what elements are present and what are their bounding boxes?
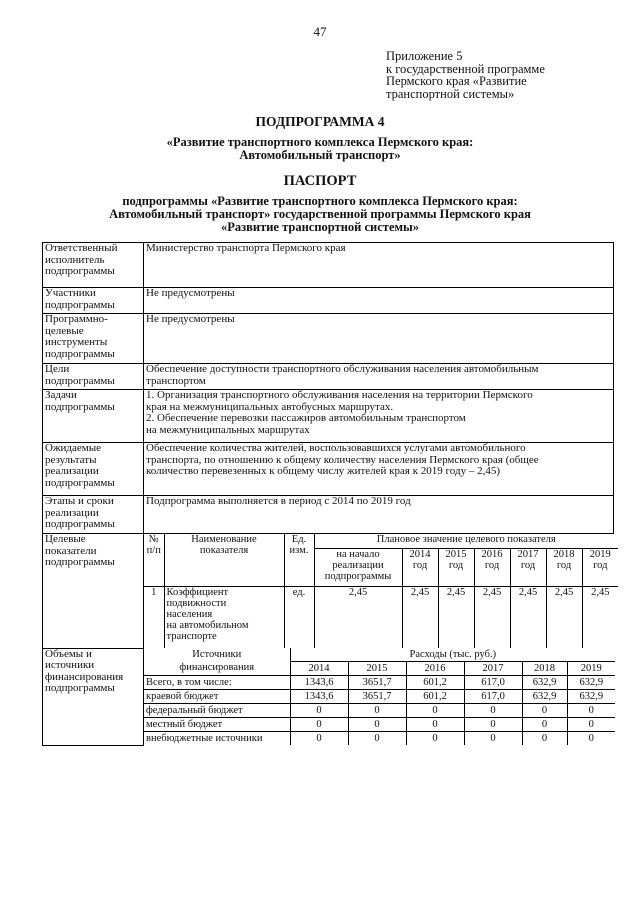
funding-source: внебюджетные источники: [144, 732, 290, 746]
row-value: 1. Организация транспортного обслуживания населения на территории Пермского края на межмуниципальных автобусных маршрутах. 2. Обеспечение перевозки пассажиров автомобильным транспортом на межмуниципальных маршрутах: [144, 390, 614, 443]
head-unit: Ед. изм.: [284, 534, 314, 586]
row-label: Ответственный исполнитель подпрограммы: [43, 243, 144, 288]
head-name: Наименование показателя: [164, 534, 284, 586]
row-label: Целевые показатели подпрограммы: [43, 534, 144, 649]
subtitle-line: «Развитие транспортного комплекса Пермского края:: [166, 135, 474, 149]
row-instruments: [43, 314, 614, 364]
funding-value: 0: [522, 732, 567, 746]
funding-cell: [144, 648, 614, 745]
target-value: 2,45: [402, 586, 438, 648]
row-stages: [43, 496, 614, 534]
subprogram-subtitle: [0, 136, 640, 162]
passport-subtitle-line: Автомобильный транспорт» государственной программы Пермского края: [109, 207, 531, 221]
funding-source: Всего, в том числе:: [144, 676, 290, 690]
annex-line: к государственной программе: [386, 61, 545, 76]
page-number: 47: [313, 24, 327, 39]
funding-value: 632,9: [522, 676, 567, 690]
subprogram-title: ПОДПРОГРАММА 4: [255, 114, 385, 129]
funding-value: 0: [567, 732, 615, 746]
funding-row: [144, 732, 615, 746]
target-value: 2,45: [582, 586, 618, 648]
head-sources: Источники финансирования: [144, 648, 290, 676]
funding-value: 0: [348, 718, 406, 732]
target-start: 2,45: [314, 586, 402, 648]
funding-value: 3651,7: [348, 676, 406, 690]
row-value: Не предусмотрены: [144, 314, 614, 364]
row-label: Задачи подпрограммы: [43, 390, 144, 443]
funding-year: 2018: [522, 662, 567, 676]
funding-year: 2019: [567, 662, 615, 676]
funding-head-row: [144, 648, 615, 662]
funding-value: 1343,6: [290, 690, 348, 704]
funding-value: 3651,7: [348, 690, 406, 704]
funding-value: 0: [464, 732, 522, 746]
row-responsible: [43, 243, 614, 288]
funding-row: [144, 718, 615, 732]
head-start: на начало реализации подпрограммы: [314, 548, 402, 586]
targets-head-row: [144, 534, 618, 548]
target-value: 2,45: [438, 586, 474, 648]
funding-value: 0: [406, 732, 464, 746]
target-value: 2,45: [546, 586, 582, 648]
funding-value: 617,0: [464, 676, 522, 690]
passport-subtitle-line: «Развитие транспортной системы»: [220, 220, 420, 234]
funding-row: [144, 704, 615, 718]
row-value: Подпрограмма выполняется в период с 2014 по 2019 год: [144, 496, 614, 534]
row-goals: [43, 364, 614, 390]
row-value: Обеспечение количества жителей, воспользовавшихся услугами автомобильного транспорта, по отношению к общему количеству населения Пермского края (общее количество перевезенных к общему числу жителей края к 2019 году – 2,45): [144, 443, 614, 496]
row-value: Обеспечение доступности транспортного обслуживания населения автомобильным транспортом: [144, 364, 614, 390]
target-unit: ед.: [284, 586, 314, 648]
funding-value: 0: [522, 704, 567, 718]
head-year: 2014 год: [402, 548, 438, 586]
funding-value: 1343,6: [290, 676, 348, 690]
funding-value: 0: [522, 718, 567, 732]
row-value: Не предусмотрены: [144, 288, 614, 314]
passport-table: [42, 242, 614, 746]
row-label: Участники подпрограммы: [43, 288, 144, 314]
funding-source: федеральный бюджет: [144, 704, 290, 718]
funding-value: 0: [567, 718, 615, 732]
row-label: Цели подпрограммы: [43, 364, 144, 390]
funding-value: 632,9: [567, 676, 615, 690]
funding-value: 0: [348, 732, 406, 746]
funding-row: [144, 690, 615, 704]
row-funding: [43, 648, 614, 745]
funding-value: 0: [290, 704, 348, 718]
row-label: Ожидаемые результаты реализации подпрограммы: [43, 443, 144, 496]
targets-cell: [144, 534, 614, 649]
funding-source: местный бюджет: [144, 718, 290, 732]
head-year: 2017 год: [510, 548, 546, 586]
annex-line: Пермского края «Развитие: [386, 74, 527, 88]
targets-data-row: [144, 586, 618, 648]
annex-line: Приложение 5: [386, 49, 463, 63]
target-name: Коэффициент подвижности населения на автомобильном транспорте: [164, 586, 284, 648]
target-value: 2,45: [474, 586, 510, 648]
funding-value: 617,0: [464, 690, 522, 704]
funding-year: 2017: [464, 662, 522, 676]
funding-row: [144, 676, 615, 690]
head-year: 2018 год: [546, 548, 582, 586]
row-expected: [43, 443, 614, 496]
passport-subtitle: [0, 195, 640, 234]
row-participants: [43, 288, 614, 314]
target-value: 2,45: [510, 586, 546, 648]
funding-source: краевой бюджет: [144, 690, 290, 704]
row-label: Объемы и источники финансирования подпрограммы: [43, 648, 144, 745]
passport-title: ПАСПОРТ: [283, 173, 357, 189]
funding-year: 2014: [290, 662, 348, 676]
row-value: Министерство транспорта Пермского края: [144, 243, 614, 288]
annex-note: [386, 50, 545, 100]
funding-value: 0: [464, 718, 522, 732]
passport-subtitle-line: подпрограммы «Развитие транспортного комплекса Пермского края:: [122, 194, 518, 208]
funding-value: 632,9: [522, 690, 567, 704]
row-label: Программно- целевые инструменты подпрограммы: [43, 314, 144, 364]
targets-table: [144, 534, 618, 648]
funding-value: 0: [290, 732, 348, 746]
funding-value: 601,2: [406, 690, 464, 704]
head-year: 2015 год: [438, 548, 474, 586]
head-plan: Плановое значение целевого показателя: [314, 534, 618, 548]
funding-value: 0: [406, 704, 464, 718]
annex-line: транспортной системы»: [386, 86, 515, 101]
target-no: 1: [144, 586, 164, 648]
funding-value: 0: [567, 704, 615, 718]
funding-value: 0: [348, 704, 406, 718]
row-label: Этапы и сроки реализации подпрограммы: [43, 496, 144, 534]
head-no: № п/п: [144, 534, 164, 586]
funding-value: 632,9: [567, 690, 615, 704]
funding-year: 2016: [406, 662, 464, 676]
funding-value: 0: [464, 704, 522, 718]
row-tasks: [43, 390, 614, 443]
row-targets: [43, 534, 614, 649]
funding-value: 0: [290, 718, 348, 732]
funding-value: 601,2: [406, 676, 464, 690]
funding-year: 2015: [348, 662, 406, 676]
head-expenses: Расходы (тыс. руб.): [290, 648, 615, 662]
funding-table: [144, 648, 615, 745]
head-year: 2019 год: [582, 548, 618, 586]
funding-value: 0: [406, 718, 464, 732]
subtitle-line: Автомобильный транспорт»: [239, 148, 401, 162]
head-year: 2016 год: [474, 548, 510, 586]
